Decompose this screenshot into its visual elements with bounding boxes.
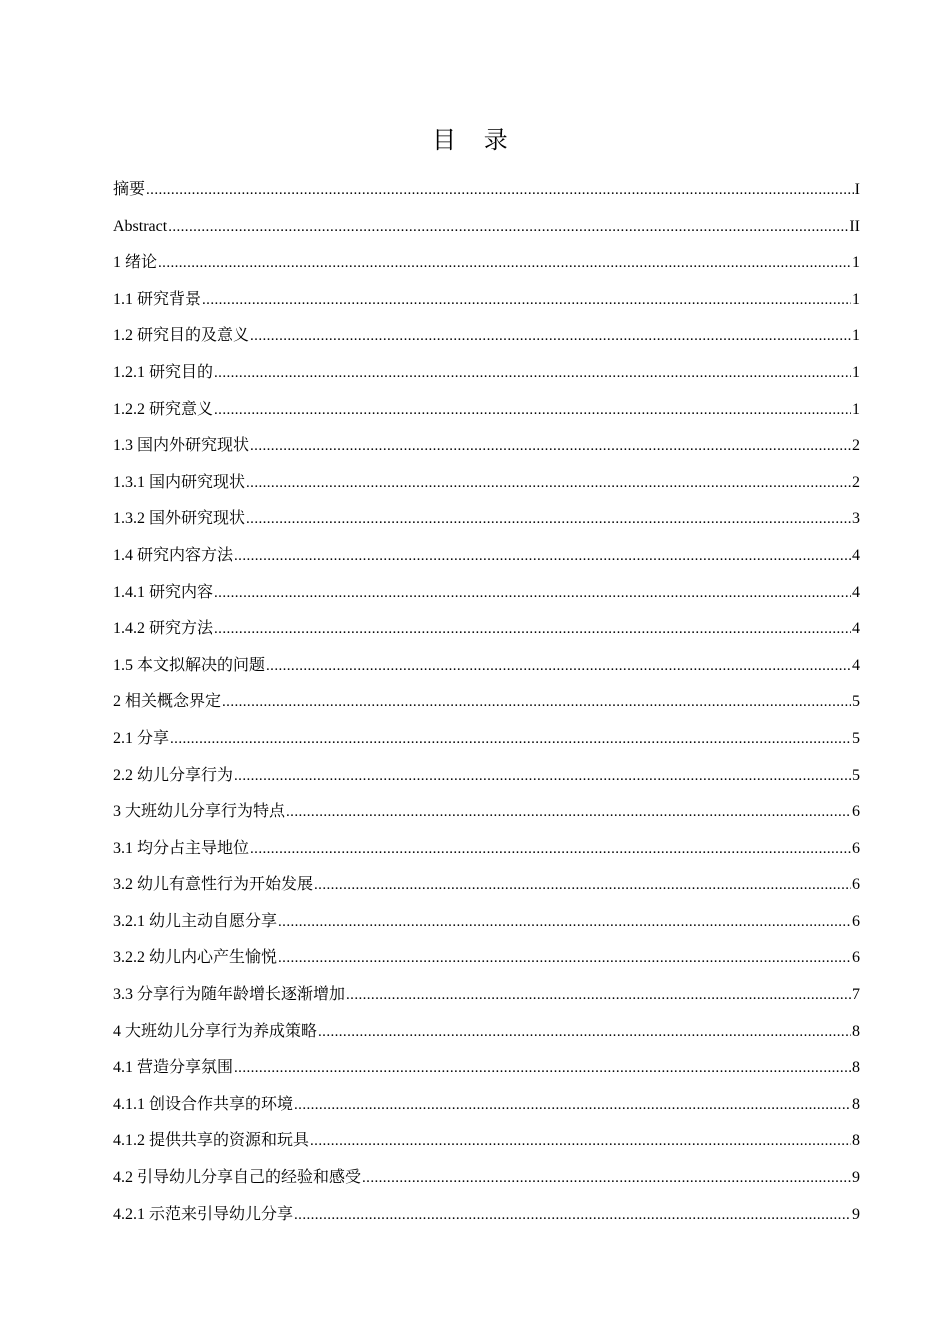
toc-leader-dots xyxy=(202,282,851,319)
toc-entry[interactable] xyxy=(113,611,860,648)
toc-entry[interactable] xyxy=(113,1087,860,1124)
toc-leader-dots xyxy=(294,1087,851,1124)
toc-entry-page-number: 7 xyxy=(852,986,860,1004)
toc-entry[interactable] xyxy=(113,318,860,355)
toc-entry-label: 3.1 均分占主导地位 xyxy=(113,839,250,857)
toc-leader-dots xyxy=(286,794,851,831)
toc-leader-dots xyxy=(318,1014,851,1051)
toc-leader-dots xyxy=(294,1197,851,1234)
toc-entry-label: 1.4 研究内容方法 xyxy=(113,546,234,564)
toc-entry-page-number: 6 xyxy=(852,949,860,967)
toc-entry-label: 4.1.1 创设合作共享的环境 xyxy=(113,1095,294,1113)
toc-entry-label: 2.2 幼儿分享行为 xyxy=(113,766,234,784)
toc-entry-page-number: 9 xyxy=(852,1205,860,1223)
toc-entry-label: 3.3 分享行为随年龄增长逐渐增加 xyxy=(113,986,346,1004)
toc-entry-label: 2 相关概念界定 xyxy=(113,693,222,711)
toc-entry[interactable] xyxy=(113,1197,860,1234)
toc-entry-label: 1.3.2 国外研究现状 xyxy=(113,510,246,528)
toc-entry-page-number: 6 xyxy=(852,803,860,821)
toc-entry-page-number: 1 xyxy=(852,400,860,418)
toc-entry[interactable] xyxy=(113,758,860,795)
toc-entry[interactable] xyxy=(113,794,860,831)
toc-entry[interactable] xyxy=(113,1050,860,1087)
toc-entry[interactable] xyxy=(113,172,860,209)
toc-leader-dots xyxy=(246,501,851,538)
toc-leader-dots xyxy=(346,977,851,1014)
toc-leader-dots xyxy=(214,355,851,392)
toc-entry[interactable] xyxy=(113,1160,860,1197)
toc-entry[interactable] xyxy=(113,1123,860,1160)
toc-entry-page-number: 6 xyxy=(852,912,860,930)
toc-entry-page-number: 4 xyxy=(852,546,860,564)
toc-entry-label: 1.3 国内外研究现状 xyxy=(113,437,250,455)
toc-entry-label: 4.2 引导幼儿分享自己的经验和感受 xyxy=(113,1169,362,1187)
toc-entry[interactable] xyxy=(113,428,860,465)
toc-entry-label: Abstract xyxy=(113,217,168,235)
toc-entry-page-number: 1 xyxy=(852,290,860,308)
toc-entry-page-number: I xyxy=(854,181,860,198)
toc-entry-label: 1.2.2 研究意义 xyxy=(113,400,214,418)
toc-leader-dots xyxy=(278,940,851,977)
toc-entry-page-number: 4 xyxy=(852,656,860,674)
toc-leader-dots xyxy=(250,831,851,868)
toc-entry-label: 3.2.2 幼儿内心产生愉悦 xyxy=(113,949,278,967)
toc-entry-page-number: 8 xyxy=(852,1095,860,1113)
toc-leader-dots xyxy=(222,684,851,721)
toc-entry[interactable] xyxy=(113,648,860,685)
toc-leader-dots xyxy=(170,721,851,758)
toc-entry[interactable] xyxy=(113,209,860,246)
toc-entry-page-number: 6 xyxy=(852,876,860,894)
toc-leader-dots xyxy=(310,1123,851,1160)
toc-entry-page-number: 2 xyxy=(852,473,860,491)
toc-entry-label: 1.5 本文拟解决的问题 xyxy=(113,656,266,674)
toc-leader-dots xyxy=(234,538,851,575)
toc-entry-page-number: 9 xyxy=(852,1169,860,1187)
toc-entry[interactable] xyxy=(113,355,860,392)
toc-leader-dots xyxy=(234,758,851,795)
toc-entry[interactable] xyxy=(113,721,860,758)
toc-entry-page-number: 1 xyxy=(852,254,860,272)
toc-entry[interactable] xyxy=(113,465,860,502)
toc-leader-dots xyxy=(278,904,851,941)
toc-leader-dots xyxy=(362,1160,851,1197)
toc-entry-page-number: 8 xyxy=(852,1022,860,1040)
toc-title: 目 录 xyxy=(432,126,518,154)
toc-entry[interactable] xyxy=(113,831,860,868)
toc-entry-label: 3.2.1 幼儿主动自愿分享 xyxy=(113,912,278,930)
toc-entry-label: 4.1 营造分享氛围 xyxy=(113,1059,234,1077)
toc-entry-page-number: 4 xyxy=(852,583,860,601)
toc-entry-page-number: 1 xyxy=(852,363,860,381)
toc-entry-page-number: 5 xyxy=(852,729,860,747)
toc-entry[interactable] xyxy=(113,867,860,904)
toc-leader-dots xyxy=(246,465,851,502)
toc-entry-label: 1.4.2 研究方法 xyxy=(113,620,214,638)
toc-leader-dots xyxy=(214,392,851,429)
toc-entry[interactable] xyxy=(113,1014,860,1051)
toc-leader-dots xyxy=(250,428,851,465)
toc-entry[interactable] xyxy=(113,538,860,575)
toc-entry[interactable] xyxy=(113,977,860,1014)
toc-entry-label: 3.2 幼儿有意性行为开始发展 xyxy=(113,876,314,894)
toc-entry[interactable] xyxy=(113,904,860,941)
toc-leader-dots xyxy=(146,172,854,209)
toc-entry-label: 1 绪论 xyxy=(113,254,158,272)
toc-entry-label: 1.1 研究背景 xyxy=(113,290,202,308)
toc-entry-label: 1.4.1 研究内容 xyxy=(113,583,214,601)
toc-leader-dots xyxy=(168,209,848,246)
toc-leader-dots xyxy=(234,1050,851,1087)
toc-entry-page-number: 8 xyxy=(852,1132,860,1150)
toc-entry-page-number: 3 xyxy=(852,510,860,528)
toc-entry-label: 4 大班幼儿分享行为养成策略 xyxy=(113,1022,318,1040)
toc-entry[interactable] xyxy=(113,575,860,612)
toc-entry-page-number: 5 xyxy=(852,766,860,784)
toc-entry-label: 1.2.1 研究目的 xyxy=(113,363,214,381)
toc-entry[interactable] xyxy=(113,392,860,429)
toc-entry[interactable] xyxy=(113,282,860,319)
toc-entry-page-number: 6 xyxy=(852,839,860,857)
toc-list xyxy=(113,172,860,1233)
toc-entry[interactable] xyxy=(113,245,860,282)
toc-entry-label: 4.1.2 提供共享的资源和玩具 xyxy=(113,1132,310,1150)
toc-entry-label: 1.2 研究目的及意义 xyxy=(113,327,250,345)
toc-entry[interactable] xyxy=(113,684,860,721)
toc-entry-page-number: 5 xyxy=(852,693,860,711)
toc-entry[interactable] xyxy=(113,501,860,538)
toc-leader-dots xyxy=(214,611,851,648)
toc-entry-label: 4.2.1 示范来引导幼儿分享 xyxy=(113,1205,294,1223)
toc-entry-label: 1.3.1 国内研究现状 xyxy=(113,473,246,491)
toc-entry-label: 3 大班幼儿分享行为特点 xyxy=(113,803,286,821)
toc-leader-dots xyxy=(266,648,851,685)
toc-entry-label: 2.1 分享 xyxy=(113,729,170,747)
toc-leader-dots xyxy=(214,575,851,612)
toc-entry-page-number: II xyxy=(849,217,860,235)
toc-entry-page-number: 8 xyxy=(852,1059,860,1077)
toc-leader-dots xyxy=(314,867,851,904)
toc-entry-page-number: 1 xyxy=(852,327,860,345)
toc-entry[interactable] xyxy=(113,940,860,977)
toc-entry-page-number: 2 xyxy=(852,437,860,455)
toc-leader-dots xyxy=(158,245,851,282)
toc-entry-page-number: 4 xyxy=(852,620,860,638)
toc-entry-label: 摘要 xyxy=(113,181,146,198)
toc-leader-dots xyxy=(250,318,851,355)
